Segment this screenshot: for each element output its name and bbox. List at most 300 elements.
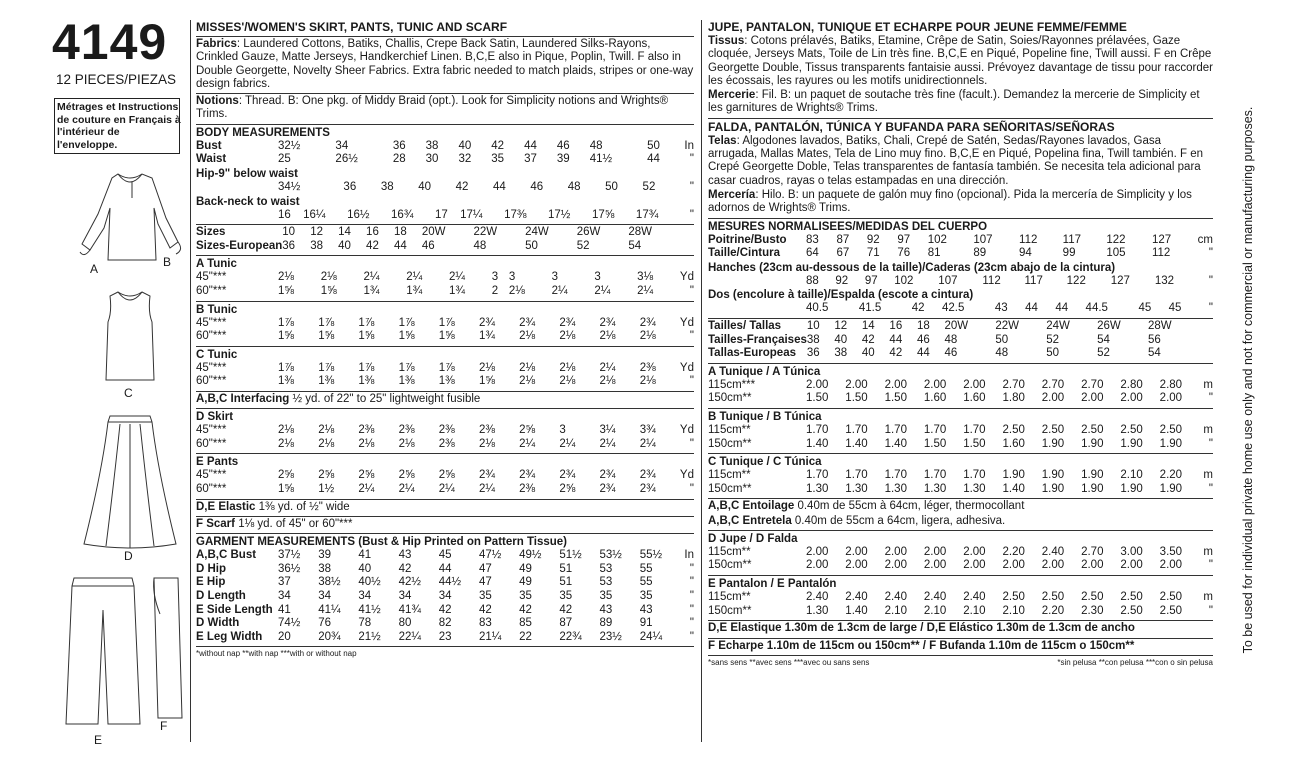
row-heading: Back-neck to waist (196, 195, 300, 208)
table-cell: 3.00 (1120, 545, 1143, 558)
table-cell: 102 (894, 274, 914, 287)
table-cell: 2⅝ (278, 469, 294, 482)
data-table (708, 591, 1213, 618)
unit-label: " (1208, 604, 1213, 617)
divider (196, 408, 694, 409)
table-cell: 2.00 (806, 559, 829, 572)
table-cell: 26W (576, 226, 601, 239)
table-cell: 55 (639, 576, 653, 589)
table-cell: 2⅛ (559, 375, 576, 388)
table-cell: 2.00 (884, 559, 907, 572)
telas-text: : Algodones lavados, Batiks, Chali, Crepé de Satén, Sedas/Rayones lavados, Gasa arrugada, Mallas Mates, Tela de Lino muy fino. B,C,E en Piqué, Popelina fina, Twill también. F en Crepé Georgette Doble, Telas transparentes de fantasía también. Se necesita tela adicional para casar cuadros, rayas o telas estampadas en una dirección. (708, 134, 1203, 187)
table-row (196, 181, 694, 195)
unit-label: " (1208, 392, 1213, 405)
table-cell: 1¾ (363, 284, 380, 297)
table-cell: 34 (438, 589, 452, 602)
row-label: 115cm** (708, 423, 751, 436)
table-cell: 97 (897, 233, 911, 246)
table-cell: 47 (478, 576, 492, 589)
table-cell: 102 (927, 233, 947, 246)
view-label-a: A (90, 262, 99, 276)
table-cell: 35 (639, 589, 653, 602)
table-row (196, 576, 694, 590)
table-cell: 39 (556, 153, 570, 166)
row-label: 45"*** (196, 469, 227, 482)
table-cell: 20W (421, 226, 446, 239)
table-cell: 44 (438, 562, 452, 575)
table-cell: 1.70 (923, 469, 947, 482)
table-cell: 1⅞ (278, 316, 294, 329)
table-cell: 1.60 (1002, 437, 1025, 450)
table-cell: 43 (599, 603, 613, 616)
table-cell: 2⅜ (438, 424, 455, 437)
table-row (196, 483, 694, 497)
table-cell: 2.00 (923, 559, 947, 572)
table-cell: 117 (1062, 233, 1082, 246)
french-instructions-note (54, 98, 180, 154)
row-label: E Hip (196, 576, 226, 589)
table-cell: 2⅛ (639, 330, 656, 343)
row-label: 45"*** (196, 271, 227, 284)
footnote-es: *sin pelusa **con pelusa ***con o sin pelusa (1057, 657, 1213, 667)
table-cell: 2¼ (639, 437, 656, 450)
table-cell: 2.80 (1120, 378, 1143, 391)
table-cell: 38 (834, 347, 848, 360)
table-cell: 2.00 (845, 545, 868, 558)
table-cell: 16 (889, 319, 903, 332)
table-cell: 2⅜ (358, 424, 375, 437)
table-cell: 2⅛ (478, 361, 495, 374)
table-cell: 50 (525, 239, 538, 252)
table-cell: 2.00 (806, 378, 829, 391)
unit-label: Yd (679, 316, 694, 329)
table-cell: 107 (938, 274, 958, 287)
table-cell: 1⅞ (358, 361, 375, 374)
unit-label: cm (1197, 233, 1213, 246)
table-cell: 20¾ (318, 630, 341, 643)
table-cell: 2¼ (363, 271, 380, 284)
skirt-d-sketch (80, 412, 180, 552)
table-cell: 89 (599, 617, 613, 630)
table-cell: 2.00 (884, 378, 907, 391)
table-cell: 2¾ (519, 469, 536, 482)
table-cell: 1.90 (1159, 437, 1183, 450)
table-cell: 99 (1062, 247, 1076, 260)
entoilage-text: 0.40m de 55cm à 64cm, léger, thermocollant (794, 500, 1025, 513)
table-cell: 20W (944, 319, 969, 332)
table-cell: 1.60 (923, 392, 947, 405)
table-cell: 2⅝ (358, 469, 375, 482)
merceria-label: Mercería (708, 188, 756, 201)
table-cell: 55½ (639, 549, 663, 562)
table-cell: 38 (806, 333, 820, 346)
table-cell: 2⅜ (438, 437, 455, 450)
table-cell: 2⅛ (478, 437, 495, 450)
scarf-line (196, 518, 694, 531)
table-row (708, 605, 1213, 619)
mesures-title: MESURES NORMALISEES/MEDIDAS DEL CUERPO (708, 220, 988, 233)
table-cell: 2⅛ (278, 424, 294, 437)
unit-label: m (1203, 378, 1213, 391)
table-cell: 37 (524, 153, 537, 166)
divider (196, 391, 694, 392)
table-cell: 2.00 (845, 559, 868, 572)
table-cell: 2⅛ (639, 375, 656, 388)
table-row (196, 631, 694, 645)
table-cell: 1.70 (884, 423, 907, 436)
table-cell: 2.70 (1002, 378, 1025, 391)
table-cell: 16½ (347, 208, 370, 221)
row-label: 115cm** (708, 545, 751, 558)
table-cell: 2.00 (1159, 559, 1183, 572)
fabrics-label: Fabrics (196, 38, 237, 50)
table-cell: 1.40 (806, 437, 829, 450)
table-cell: 34 (398, 589, 412, 602)
view-label-c: C (124, 386, 133, 400)
row-label: 150cm** (708, 437, 752, 450)
table-cell: 1.30 (806, 482, 829, 495)
column-divider (190, 20, 191, 742)
table-cell: 26½ (335, 153, 358, 166)
unit-label: Yd (679, 271, 694, 284)
table-cell: 81 (927, 247, 941, 260)
table-cell: 34 (278, 589, 291, 602)
table-cell: 46 (530, 180, 544, 193)
row-label: 60"*** (196, 375, 227, 388)
table-cell: 35 (478, 589, 492, 602)
data-table (196, 362, 694, 389)
data-table (708, 546, 1213, 573)
table-cell: 1.90 (1081, 437, 1104, 450)
table-row (196, 240, 694, 254)
view-heading: D Skirt (196, 411, 234, 424)
table-cell: 23 (438, 630, 452, 643)
table-cell: 94 (1019, 247, 1032, 260)
table-cell: 1½ (318, 482, 335, 495)
table-cell: 2.10 (1120, 469, 1143, 482)
data-table (196, 140, 694, 167)
table-cell: 52 (1046, 333, 1060, 346)
unit-label: " (1208, 437, 1213, 450)
merceria-text: : Hilo. B: un paquete de galón muy fino (opcional). Pida la mercería de Simplicity y los adornos de Wrights® Trims. (708, 188, 1192, 215)
unit-label: m (1203, 545, 1213, 558)
table-row (708, 347, 1213, 361)
table-cell: 1.90 (1159, 482, 1183, 495)
row-label: Tailles/ Tallas (708, 319, 782, 332)
table-cell: 2.00 (963, 378, 986, 391)
table-row (708, 302, 1213, 316)
table-cell: 21½ (358, 630, 381, 643)
table-cell: 2¼ (398, 482, 415, 495)
table-cell: 2.20 (1041, 604, 1065, 617)
table-cell: 2.10 (963, 604, 986, 617)
table-cell: 41¼ (318, 603, 341, 616)
table-cell: 2.40 (806, 591, 829, 604)
table-cell: 1⅝ (478, 375, 495, 388)
mercerie-label: Mercerie (708, 89, 756, 102)
table-cell: 122 (1106, 233, 1126, 246)
table-cell: 53½ (599, 549, 622, 562)
table-cell: 2⅜ (639, 361, 656, 374)
unit-label (1199, 320, 1213, 334)
view-heading: B Tunique / B Túnica (708, 410, 822, 423)
table-cell: 16 (278, 208, 291, 221)
divider (708, 638, 1213, 639)
column-divider (701, 20, 702, 742)
unit-label: " (689, 284, 694, 297)
table-row (708, 546, 1213, 560)
table-cell: 17¼ (460, 208, 483, 221)
table-cell: 1.70 (884, 469, 907, 482)
view-heading: C Tunique / C Túnica (708, 456, 822, 469)
table-cell: 2.40 (923, 591, 947, 604)
unit-label: m (1203, 591, 1213, 604)
interfacing-label: A,B,C Interfacing (196, 392, 290, 405)
merceria-paragraph (708, 189, 1213, 216)
table-cell: 50 (1046, 347, 1060, 360)
table-cell: 18 (916, 319, 930, 332)
data-table (708, 234, 1213, 261)
table-cell: 2¼ (478, 482, 495, 495)
table-cell: 2⅝ (318, 469, 335, 482)
unit-label: " (689, 180, 694, 193)
table-cell: 2.00 (923, 545, 947, 558)
table-cell: 34 (358, 589, 372, 602)
table-cell: 1.90 (1120, 437, 1143, 450)
table-cell: 1.60 (963, 392, 986, 405)
unit-label: " (1208, 482, 1213, 495)
table-cell: 92 (835, 274, 849, 287)
unit-label: " (689, 617, 694, 630)
table-cell: 17⅝ (591, 208, 615, 221)
table-cell: 87 (836, 233, 850, 246)
table-cell: 44 (1025, 302, 1038, 315)
french-note-line: de couture en Français à (57, 113, 181, 126)
table-cell: 40 (458, 139, 472, 152)
piece-count: 12 PIECES/PIEZAS (56, 72, 177, 87)
row-label: 115cm** (708, 591, 751, 604)
table-cell: 45 (1138, 302, 1152, 315)
unit-label: " (689, 482, 694, 495)
data-table (708, 424, 1213, 451)
table-cell: 1⅝ (278, 284, 294, 297)
unit-label: " (689, 153, 694, 166)
table-cell: 1⅞ (438, 316, 455, 329)
data-table (196, 549, 694, 644)
table-cell: 2⅛ (559, 361, 576, 374)
data-table (196, 271, 694, 298)
table-cell: 1⅝ (278, 330, 294, 343)
table-cell: 89 (973, 247, 987, 260)
pattern-number: 4149 (52, 14, 168, 70)
table-cell: 2.50 (1081, 591, 1104, 604)
divider (196, 646, 694, 647)
table-cell: 2.00 (1120, 392, 1143, 405)
table-cell: 43 (398, 549, 412, 562)
table-cell: 17½ (548, 208, 571, 221)
table-cell: 112 (1019, 233, 1038, 246)
tailles-table (708, 320, 1213, 364)
table-cell: 38½ (318, 576, 341, 589)
yardage-table (196, 257, 694, 392)
table-cell: 1⅞ (438, 361, 455, 374)
table-cell: 42 (519, 603, 532, 616)
table-cell: 38 (318, 562, 331, 575)
table-cell: 2.00 (1159, 392, 1183, 405)
table-cell: 2⅛ (599, 330, 616, 343)
table-cell: 39 (318, 549, 331, 562)
table-cell: 42½ (398, 576, 421, 589)
table-cell: 1.90 (1120, 482, 1143, 495)
usage-notice-text: To be used for individual private home use only and not for commercial or manufacturing purposes. (1241, 106, 1255, 654)
french-footnote (708, 658, 1213, 668)
table-row (196, 549, 694, 563)
table-cell: 28W (628, 226, 652, 239)
unit-label: " (1208, 559, 1213, 572)
table-cell: 76 (318, 617, 331, 630)
row-label: 115cm** (708, 469, 751, 482)
table-cell: 37 (278, 576, 291, 589)
table-cell: 53 (599, 576, 613, 589)
table-cell: 2¼ (594, 284, 611, 297)
table-cell: 1¾ (406, 284, 423, 297)
table-cell: 2.00 (845, 378, 868, 391)
table-cell: 1.70 (845, 469, 868, 482)
table-cell: 2.00 (1041, 392, 1065, 405)
table-cell: 2¼ (599, 437, 616, 450)
table-cell: 54 (628, 239, 642, 252)
unit-label: " (689, 562, 694, 575)
table-cell: 17¾ (635, 208, 659, 221)
table-cell: 2.00 (1120, 559, 1143, 572)
table-cell: 1⅞ (398, 316, 415, 329)
table-cell: 82 (438, 617, 452, 630)
table-cell: 50 (995, 333, 1009, 346)
echarpe-line: F Echarpe 1.10m de 115cm ou 150cm** / F Bufanda 1.10m de 115cm o 150cm** (708, 639, 1135, 652)
table-cell: 35 (599, 589, 613, 602)
row-label (196, 209, 278, 223)
row-label: Waist (196, 153, 227, 166)
unit-label: " (689, 208, 694, 221)
unit-label: " (689, 589, 694, 602)
row-label: Tailles-Françaises (708, 333, 807, 346)
table-cell: 2¼ (559, 437, 576, 450)
table-cell: 2⅛ (508, 284, 525, 297)
table-cell: 1.90 (1041, 437, 1065, 450)
table-cell: 1.90 (1041, 482, 1065, 495)
table-cell: 48 (995, 347, 1009, 360)
unit-label: Yd (679, 469, 694, 482)
table-cell: 1⅞ (398, 361, 415, 374)
table-cell: 44 (889, 333, 903, 346)
table-cell: 16 (366, 226, 379, 239)
table-cell: 2¾ (639, 469, 656, 482)
table-cell: 34 (335, 139, 349, 152)
table-cell: 2.30 (1081, 604, 1104, 617)
unit-label (1199, 334, 1213, 348)
row-label: Bust (196, 139, 222, 152)
table-cell: 1⅞ (318, 361, 335, 374)
table-cell: 22 (519, 630, 532, 643)
table-cell: 78 (358, 617, 372, 630)
table-cell: 1.70 (845, 423, 868, 436)
table-cell: 1.40 (845, 437, 868, 450)
table-cell: 1.30 (963, 482, 986, 495)
table-cell: 2.00 (884, 545, 907, 558)
table-cell: 74½ (278, 617, 301, 630)
table-cell: 2¼ (637, 284, 654, 297)
divider (708, 408, 1213, 409)
table-cell: 127 (1110, 274, 1130, 287)
table-cell: 10 (806, 319, 820, 332)
table-cell: 97 (864, 274, 878, 287)
spanish-title: FALDA, PANTALÓN, TÚNICA Y BUFANDA PARA SEÑORITAS/SEÑORAS (708, 119, 1115, 134)
table-cell: 2⅛ (599, 375, 616, 388)
table-cell: 67 (836, 247, 850, 260)
table-cell: 2¾ (639, 482, 656, 495)
table-cell: 42 (889, 347, 903, 360)
divider (708, 530, 1213, 531)
english-footnote: *without nap **with nap ***with or without nap (196, 649, 357, 659)
table-cell: 1.90 (1081, 482, 1104, 495)
table-cell: 3 (559, 424, 566, 437)
row-label: 150cm** (708, 559, 752, 572)
table-row (196, 285, 694, 299)
table-cell: 1.50 (806, 392, 829, 405)
table-row (708, 379, 1213, 393)
telas-paragraph (708, 135, 1213, 188)
table-cell: 2¾ (519, 316, 536, 329)
table-cell: 1.50 (884, 392, 907, 405)
table-cell: 23½ (599, 630, 622, 643)
table-cell: 48 (944, 333, 958, 346)
table-row (196, 604, 694, 618)
yardage-table-2 (196, 410, 694, 499)
table-cell: 2¼ (519, 437, 536, 450)
table-cell: 40 (418, 180, 431, 193)
table-row (196, 362, 694, 376)
mesures-table (708, 234, 1213, 316)
table-cell: 112 (1151, 247, 1171, 260)
row-label: D Hip (196, 562, 227, 575)
table-cell: 37½ (278, 549, 301, 562)
table-cell: 64 (806, 247, 819, 260)
entoilage-line (708, 500, 1213, 513)
data-table (196, 209, 694, 223)
table-cell: 2.40 (963, 591, 986, 604)
table-cell: 22W (473, 226, 498, 239)
table-cell: 2.40 (884, 591, 907, 604)
table-cell: 3¼ (599, 424, 616, 437)
table-cell: 76 (897, 247, 911, 260)
table-row (708, 247, 1213, 261)
table-cell: 1.50 (845, 392, 868, 405)
table-cell: 1⅝ (320, 284, 337, 297)
unit-label: In (684, 139, 694, 152)
table-cell: 22¾ (559, 630, 582, 643)
table-cell: 127 (1151, 233, 1172, 246)
table-cell: 17⅜ (504, 208, 527, 221)
table-cell: 2.50 (1081, 423, 1104, 436)
unit-label: In (684, 549, 694, 562)
table-cell: 1.50 (963, 437, 986, 450)
unit-label: Yd (679, 361, 694, 374)
table-cell: 41 (278, 603, 291, 616)
table-cell: 50 (605, 180, 618, 193)
table-cell: 17 (434, 208, 448, 221)
table-row (196, 590, 694, 604)
table-cell: 83 (478, 617, 492, 630)
